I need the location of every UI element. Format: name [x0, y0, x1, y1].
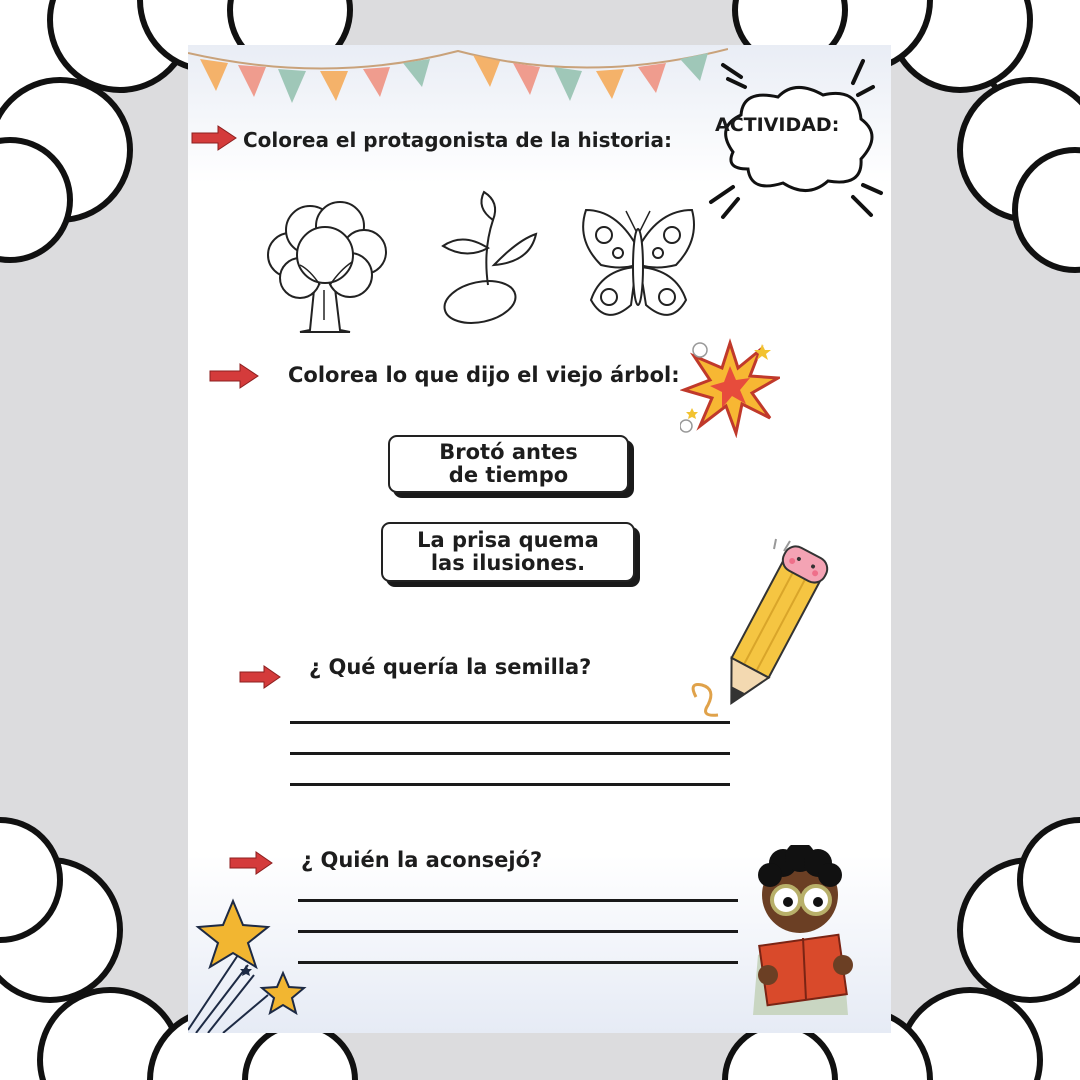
bunting-flags	[188, 45, 728, 115]
option-line: de tiempo	[448, 463, 569, 487]
actividad-label: ACTIVIDAD:	[715, 114, 840, 136]
star-icon	[188, 895, 318, 1033]
option-la-prisa[interactable]	[381, 522, 635, 582]
seed-sprout-drawing[interactable]	[438, 190, 538, 330]
butterfly-drawing[interactable]	[576, 205, 701, 330]
answer-line[interactable]	[298, 961, 738, 964]
question-seed-wanted: ¿ Qué quería la semilla?	[309, 655, 592, 679]
child-reading-illustration	[738, 845, 863, 1015]
option-line: La prisa quema	[417, 528, 599, 552]
answer-line[interactable]	[298, 930, 738, 933]
arrow-right-icon	[190, 123, 238, 153]
arrow-right-icon	[208, 361, 260, 391]
tree-drawing[interactable]	[260, 200, 390, 335]
answer-line[interactable]	[290, 783, 730, 786]
actividad-cloud-badge	[703, 57, 888, 227]
option-line: Brotó antes	[439, 440, 578, 464]
question-protagonist: Colorea el protagonista de la historia:	[243, 128, 673, 152]
worksheet-page	[188, 45, 891, 1033]
question-old-tree-said: Colorea lo que dijo el viejo árbol:	[288, 363, 680, 387]
arrow-right-icon	[228, 849, 274, 877]
option-broto-antes[interactable]	[388, 435, 629, 493]
pencil-icon	[688, 537, 848, 727]
answer-line[interactable]	[298, 899, 738, 902]
answer-line[interactable]	[290, 721, 730, 724]
arrow-right-icon	[238, 663, 282, 691]
explosion-star-icon	[680, 338, 780, 438]
option-line: las ilusiones.	[430, 551, 586, 575]
answer-line[interactable]	[290, 752, 730, 755]
question-who-advised: ¿ Quién la aconsejó?	[301, 848, 543, 872]
